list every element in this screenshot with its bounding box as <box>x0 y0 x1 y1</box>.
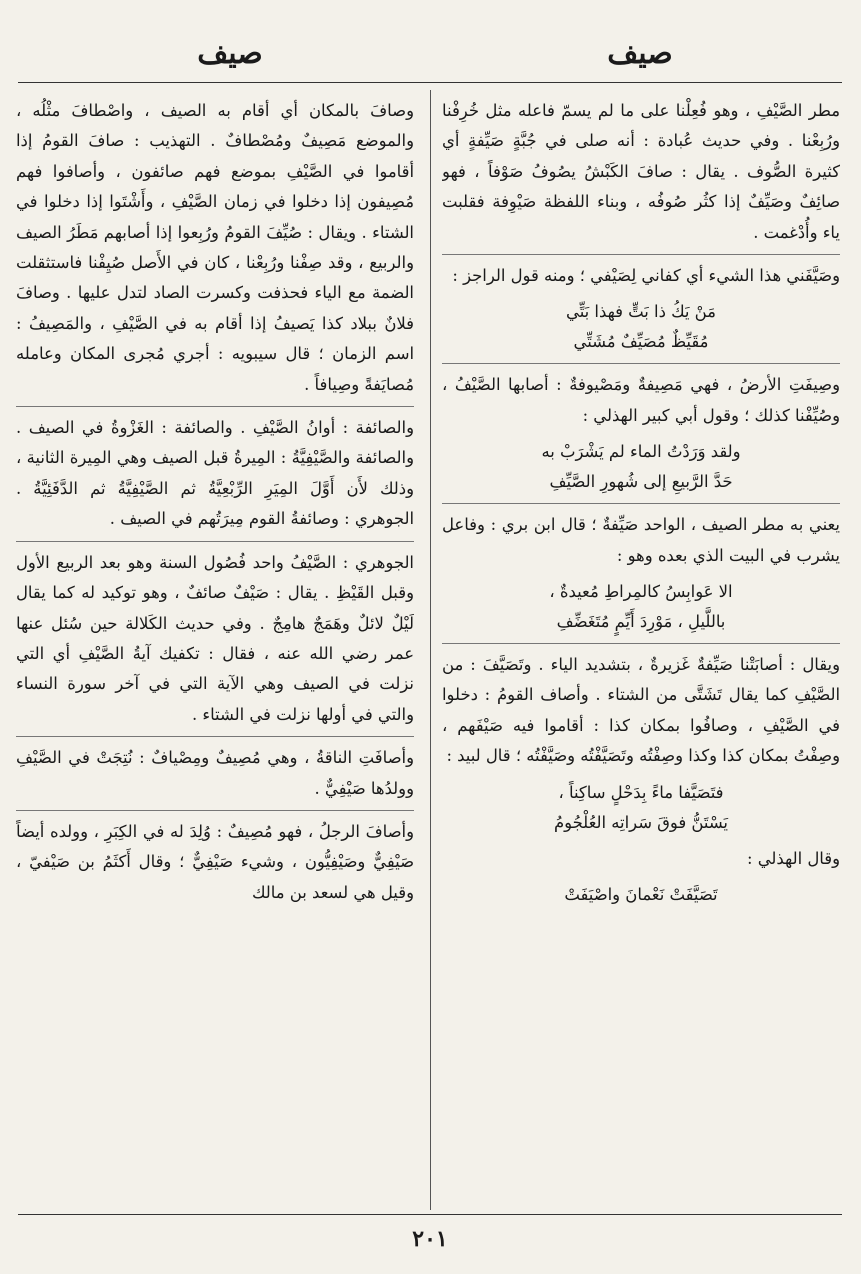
verse-line: تَصَيَّفَتْ نَعْمانَ واصْيَفَتْ <box>564 885 718 905</box>
verse-block-5 <box>442 880 840 910</box>
right-paragraph-2: وصَيَّفَني هذا الشيء أي كفاني لِصَيْفي ؛ ومنه قول الراجز : <box>452 266 840 286</box>
header-rule <box>18 82 842 83</box>
right-paragraph-3: وصِيفَتِ الأرضُ ، فهي مَصِيفةٌ ومَصْيوفةٌ : أصابها الصَّيْفُ ، وصُيِّفْنا كذلك ؛ وقول أبي كبير الهذلي : <box>442 375 840 425</box>
footer-rule <box>18 1214 842 1215</box>
verse-block-3 <box>442 577 840 637</box>
left-paragraph-4: وأصافَتِ الناقةُ ، وهي مُصِيفٌ ومِصْيافٌ : نُتِجَتْ في الصَّيْفِ وولدُها صَيْفِيٌّ . <box>16 748 414 798</box>
right-paragraph-6: وقال الهذلي : <box>747 848 840 868</box>
page-header <box>0 28 861 78</box>
page-number: ٢٠١ <box>412 1226 448 1252</box>
left-paragraph-2: والصائفة : أوانُ الصَّيْفِ . والصائفة : الغَزْوةُ في الصيف . والصائفة والصَّيْفِيَّةُ : المِيرةُ قبل الصيف وهي المِيرة الثانية ، وذلك لأَن أَوَّلَ المِيَرِ الرِّبْعِيَّةُ ثم الصَّيْفِيَّةُ ثم الدَّفَئِيَّةُ . الجوهري : وصائفةُ القوم مِيرَتُهم في الصيف . <box>16 418 414 529</box>
left-paragraph-1: وصافَ بالمكان أي أقام به الصيف ، واصْطافَ مثْلُه ، والموضع مَصِيفٌ ومُصْطافٌ . التهذيب : صافَ القومُ إذا أقاموا في الصَّيْفِ بموضع فهم صائفون ، وأصافوا فهم مُصِيفون إذا دخلوا في زمان الصَّيْفِ ، وأَشْتَوا إذا دخلوا في الشتاء . ويقال : صُيِّفَ القومُ ورُبِعوا إذا أصابهم مَطَرُ الصيف والربيع ، وقد صِفْنا ورُبِعْنا ، كان في الأَصل صُيِفْنا فاستثقلت الضمة مع الياء فحذفت وكسرت الصاد لتدل عليها . وصافَ فلانٌ ببلاد كذا يَصيفُ إذا أقام به في الصَّيْفِ ، والمَصِيفُ : اسم الزمان ؛ قال سيبويه : أجري مُجرى المكان وعامله مُصايَفةً وصِيافاً . <box>16 101 414 394</box>
verse-line: فتَصَيَّفا ماءً بِدَحْلٍ ساكِناً ، <box>558 782 724 802</box>
paragraph-separator <box>442 643 840 644</box>
paragraph-separator <box>16 541 414 542</box>
right-column <box>442 96 840 1208</box>
right-paragraph-5: ويقال : أصابَتْنا صَيِّفةٌ غَزيرةٌ ، بتشديد الياء . وتَصَيَّفَ : من الصَّيْفِ كما يقال تَشَتَّى من الشتاء . وأصاف القومُ : دخلوا في الصَّيْفِ ، وصافُوا بمكان كذا : أقاموا فيه صَيْفَهم ، وصِفْتُ بمكان كذا وكذا وصِفْتُه وتَصَيَّفْتُه وصَيَّفْتُه ؛ قال لبيد : <box>442 655 840 766</box>
left-paragraph-5: وأصافَ الرجلُ ، فهو مُصِيفٌ : وُلِدَ له في الكِبَرِ ، وولده أيضاً صَيْفِيٌّ وصَيْفِيُّون ، وشيء صَيْفِيٌّ ؛ وقال أَكثَمُ بن صَيْفيّ ، وقيل هي لسعد بن مالك <box>16 821 414 902</box>
verse-line: الا عَوابِسُ كالمِراطِ مُعيدةٌ ، <box>549 582 733 602</box>
verse-line: مَنْ يَكُ ذا بَتٍّ فهذا بَتِّي <box>566 302 716 322</box>
paragraph-separator <box>16 736 414 737</box>
verse-line: ولقد وَرَدْتُ الماء لم يَشْرَبْ به <box>541 442 741 462</box>
column-divider <box>430 90 431 1210</box>
right-paragraph-1: مطر الصَّيْفِ ، وهو فُعِلْنا على ما لم يسمّ فاعله مثل خُرِفْنا ورُبِعْنا . وفي حديث عُبادة : أنه صلى في جُبَّةٍ صَيِّفةٍ أي كثيرة الصُّوف . يقال : صافَ الكَبْشُ يصُوفُ صَوْفاً ، فهو صائِفٌ وصَيِّفٌ إذا كثُر صُوفُه ، وبناء اللفظة صَيْوِفة فقلبت ياء وأُدْغمت . <box>442 101 840 242</box>
verse-block-4 <box>442 778 840 838</box>
paragraph-separator <box>442 254 840 255</box>
paragraph-separator <box>442 503 840 504</box>
header-word-left: صيف <box>197 36 263 71</box>
verse-block-1 <box>442 297 840 357</box>
left-column <box>16 96 414 1208</box>
left-paragraph-3: الجوهري : الصَّيْفُ واحد فُصُول السنة وهو بعد الربيع الأول وقبل القَيْظِ . يقال : صَيْفٌ صائفٌ ، وهو توكيد له كما يقال لَيْلٌ لائلٌ وهَمَجٌ هامِجٌ . وفي حديث الكَلالة حين سُئل عنها عمر رضي الله عنه ، فقال : تكفيك آيةُ الصَّيْفِ أي التي نزلت في الصيف وهي الآية التي في آخر سورة النساء والتي في أولها نزلت في الشتاء . <box>16 552 414 724</box>
verse-line: حَدَّ الرَّبيعِ إلى شُهورِ الصَّيِّفِ <box>549 472 733 492</box>
paragraph-separator <box>16 810 414 811</box>
paragraph-separator <box>442 363 840 364</box>
verse-block-2 <box>442 437 840 497</box>
header-word-right: صيف <box>607 36 673 71</box>
right-paragraph-4: يعني به مطر الصيف ، الواحد صَيِّفةٌ ؛ قال ابن بري : وفاعل يشرب في البيت الذي بعده وهو : <box>442 515 840 565</box>
verse-line: باللَّيلِ ، مَوْرِدَ أَيِّمٍ مُتَغَضِّفِ <box>556 612 726 632</box>
verse-line: يَسْتَنُّ فوقَ سَراتِه العُلْجُومُ <box>553 812 728 832</box>
paragraph-separator <box>16 406 414 407</box>
verse-line: مُقَيِّظٌ مُصَيِّفٌ مُشَتِّي <box>573 332 709 352</box>
